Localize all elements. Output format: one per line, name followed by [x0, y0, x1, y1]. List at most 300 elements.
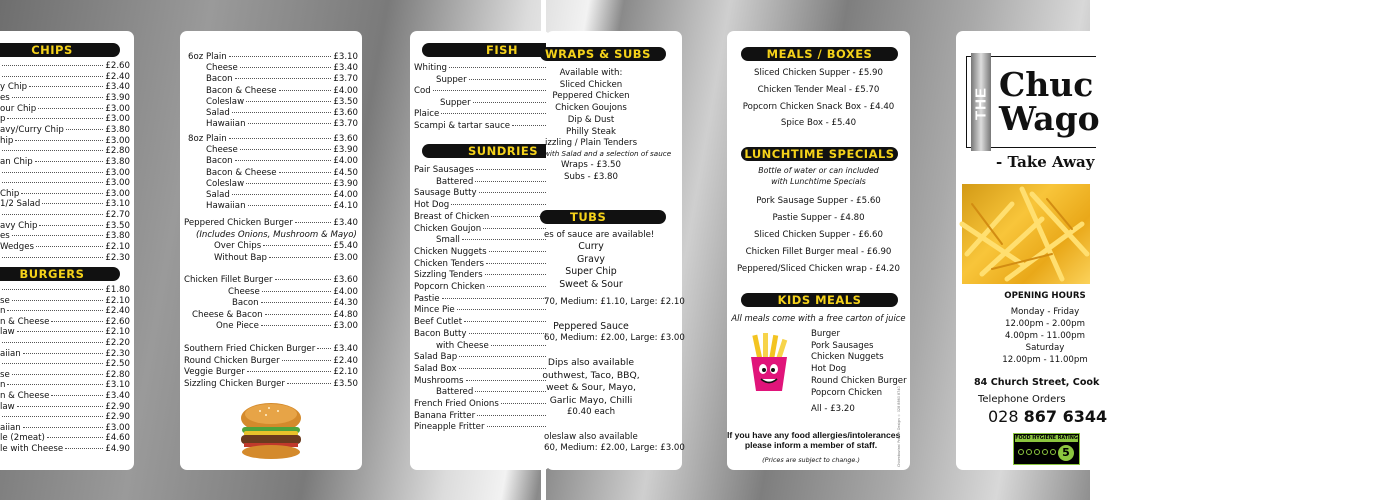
item-name: n & Cheese — [0, 316, 50, 327]
item-price: £3.00 — [105, 103, 130, 114]
hygiene-dot — [1018, 449, 1024, 455]
item-price: £2.70 — [105, 210, 130, 221]
hygiene-score: 5 — [1058, 445, 1074, 461]
menu-row — [0, 402, 130, 413]
item-price: £3.00 — [333, 321, 358, 331]
peppered-sauce: Peppered Sauce — [553, 321, 629, 332]
menu-row — [0, 296, 130, 307]
menu-row — [184, 356, 358, 367]
telephone-number — [988, 407, 1107, 426]
item-name: Chicken Fillet Burger — [184, 275, 273, 285]
menu-row — [0, 221, 130, 232]
item-name: Veggie Burger — [184, 367, 245, 377]
menu-row — [184, 218, 358, 229]
tel-label: Telephone Orders — [978, 394, 1066, 405]
dot-leader — [12, 374, 104, 375]
item-name: se — [0, 369, 10, 380]
item-price: £3.00 — [105, 114, 130, 125]
item-name: Salad Bap — [414, 352, 458, 363]
panel-burgers-detail — [180, 31, 362, 470]
dot-leader — [2, 257, 103, 258]
hours-line: Monday - Friday — [1010, 307, 1080, 317]
wraps-line: Available with: — [559, 68, 623, 78]
item-price: £3.50 — [105, 220, 130, 231]
item-price: £3.40 — [105, 82, 130, 93]
item-price: £3.40 — [333, 218, 358, 228]
item-name: Bacon — [206, 74, 233, 85]
menu-row — [0, 168, 130, 179]
item-name: Over Chips — [214, 241, 262, 251]
item-name: Cheese — [206, 63, 238, 74]
item-name: Peppered Chicken Burger — [184, 218, 293, 228]
item-price: £3.10 — [105, 380, 130, 391]
menu-row — [0, 253, 130, 264]
item-name: Chicken Tenders — [414, 258, 484, 269]
item-price: £2.30 — [105, 252, 130, 263]
dot-leader — [2, 363, 103, 364]
panel-meals-kids — [727, 31, 910, 470]
dot-leader — [29, 86, 103, 87]
lunch-item: Peppered/Sliced Chicken wrap - £4.20 — [737, 264, 900, 274]
item-price: £2.50 — [105, 359, 130, 370]
item-name: aiian — [0, 422, 21, 433]
item-price: £3.70 — [333, 119, 358, 130]
menu-row — [414, 224, 564, 235]
item-name: aiian — [0, 348, 21, 359]
item-name: n — [0, 306, 6, 317]
dot-leader — [2, 172, 103, 173]
logo-line1: Chuc — [999, 65, 1094, 104]
coleslaw-note: oleslaw also available — [544, 432, 638, 442]
dot-leader — [12, 235, 104, 236]
kids-header: KIDS MEALS — [741, 293, 898, 307]
item-price: £3.80 — [105, 231, 130, 242]
menu-row — [0, 444, 130, 455]
dips-line: outhwest, Taco, BBQ, — [542, 369, 640, 381]
item-price: £3.60 — [333, 134, 358, 144]
menu-row — [0, 412, 130, 423]
hygiene-dot — [1042, 449, 1048, 455]
item-name: Coleslaw — [206, 96, 245, 107]
hours-line: 4.00pm - 11.00pm — [1005, 331, 1085, 341]
dot-leader — [2, 416, 103, 417]
dot-leader — [39, 225, 103, 226]
hygiene-dot — [1026, 449, 1032, 455]
item-price: £2.80 — [105, 146, 130, 157]
item-price: £3.50 — [333, 96, 358, 107]
fish-header: FISH — [422, 43, 562, 57]
kids-item: Round Chicken Burger — [811, 375, 907, 386]
tubs-sauce: Curry — [578, 241, 604, 252]
item-price: £4.60 — [105, 433, 130, 444]
menu-row — [0, 136, 130, 147]
peppered-note: (Includes Onions, Mushroom & Mayo) — [196, 230, 357, 240]
allergy-note: please inform a member of staff. — [744, 440, 878, 451]
dot-leader — [246, 183, 331, 184]
dot-leader — [2, 214, 103, 215]
item-price: £5.40 — [333, 241, 358, 251]
item-name: Cheese & Bacon — [192, 309, 263, 320]
lunch-item: Pastie Supper - £4.80 — [772, 213, 865, 223]
meal-item: Sliced Chicken Supper - £5.90 — [754, 68, 883, 78]
tubs-sizes-2: 60, Medium: £2.00, Large: £3.00 — [544, 333, 685, 343]
dot-leader — [262, 291, 332, 292]
item-price: £3.00 — [105, 422, 130, 433]
dot-leader — [42, 203, 103, 204]
lunch-item: Pork Sausage Supper - £5.60 — [756, 196, 881, 206]
lunch-item: Sliced Chicken Supper - £6.60 — [754, 230, 883, 240]
item-price: £3.70 — [333, 74, 358, 85]
tubs-intro: es of sauce are available! — [544, 230, 655, 240]
kids-item: Pork Sausages — [811, 340, 874, 351]
wraps-header: WRAPS & SUBS — [540, 47, 666, 61]
menu-row — [414, 188, 564, 199]
hygiene-label: FOOD HYGIENE RATING — [1015, 436, 1078, 441]
menu-row — [206, 156, 358, 167]
dot-leader — [269, 257, 331, 258]
panel-chips-burgers — [0, 31, 134, 470]
vertical-credit: Chiombozinni Print + Design ☆ 028 8860 8740 — [897, 386, 901, 467]
menu-row — [0, 242, 130, 253]
item-price: £2.30 — [105, 348, 130, 359]
item-name: French Fried Onions — [414, 399, 499, 409]
dot-leader — [247, 371, 332, 372]
dot-leader — [47, 437, 104, 438]
item-name: Cheese — [228, 286, 260, 297]
menu-row — [0, 178, 130, 189]
menu-row — [0, 327, 130, 338]
menu-row — [0, 199, 130, 210]
dot-leader — [2, 65, 103, 66]
item-name: es — [0, 231, 10, 242]
item-price: £3.00 — [105, 188, 130, 199]
wraps-price: Subs - £3.80 — [563, 171, 618, 182]
dot-leader — [263, 245, 331, 246]
menu-row — [0, 72, 130, 83]
wraps-line: Philly Steak — [566, 126, 616, 137]
chips-photo-image — [962, 184, 1090, 284]
item-name: Bacon Butty — [414, 328, 467, 339]
item-name: Sausage Butty — [414, 188, 477, 199]
item-price: £3.50 — [333, 378, 358, 389]
burgers-header: BURGERS — [0, 267, 120, 281]
item-price: £3.80 — [105, 124, 130, 135]
kids-item: Burger — [811, 329, 840, 339]
meals-header: MEALS / BOXES — [741, 47, 898, 61]
wraps-line: Peppered Chicken — [552, 91, 630, 102]
menu-row — [206, 179, 358, 190]
item-name: Plaice — [414, 109, 440, 119]
menu-row — [414, 422, 564, 433]
tel-number: 867 6344 — [1023, 407, 1108, 426]
item-price: £2.90 — [105, 401, 130, 412]
item-name: law — [0, 401, 15, 412]
item-price: £3.90 — [333, 178, 358, 189]
item-name: Salad Box — [414, 363, 457, 374]
dips-line: Garlic Mayo, Chilli — [549, 394, 633, 406]
item-name: Hot Dog — [414, 200, 450, 211]
menu-row — [214, 253, 358, 264]
menu-row — [0, 433, 130, 444]
item-name: Popcorn Chicken — [414, 282, 486, 292]
item-name: Banana Fritter — [414, 410, 476, 421]
item-price: £3.90 — [105, 92, 130, 103]
item-price: £1.80 — [105, 285, 130, 295]
item-name: Chicken Goujon — [414, 223, 482, 234]
wraps-line: izzling / Plain Tenders — [544, 138, 638, 149]
panel-cover — [956, 31, 1108, 470]
item-price: £3.40 — [333, 344, 358, 354]
meal-item: Popcorn Chicken Snack Box - £4.40 — [742, 101, 895, 112]
menu-row — [0, 210, 130, 221]
item-name: an Chip — [0, 156, 33, 167]
chips-photo — [962, 184, 1090, 284]
item-name: Sizzling Tenders — [414, 270, 483, 281]
menu-row — [0, 391, 130, 402]
item-price: £2.80 — [105, 369, 130, 380]
item-name: Mushrooms — [414, 375, 464, 386]
menu-row — [0, 231, 130, 242]
menu-row — [206, 63, 358, 74]
menu-row — [206, 86, 358, 97]
item-name: Without Bap — [214, 252, 267, 263]
dot-leader — [282, 360, 332, 361]
dot-leader — [229, 138, 332, 139]
kids-note: All meals come with a free carton of juice — [731, 313, 906, 323]
burger-image — [238, 402, 304, 460]
hygiene-scale — [1015, 442, 1078, 464]
item-price: £4.00 — [333, 85, 358, 96]
dot-leader — [51, 395, 103, 396]
dot-leader — [12, 300, 104, 301]
menu-row — [0, 349, 130, 360]
item-price: £2.40 — [105, 71, 130, 82]
tubs-sizes-1: 70, Medium: £1.10, Large: £2.10 — [544, 297, 685, 307]
tubs-sauce: Gravy — [577, 253, 605, 265]
item-price: £2.10 — [333, 367, 358, 377]
menu-row — [216, 321, 358, 332]
dot-leader — [17, 406, 104, 407]
dot-leader — [235, 78, 332, 79]
dot-leader — [287, 383, 331, 384]
item-name: n — [0, 380, 6, 391]
dot-leader — [36, 246, 103, 247]
item-name: Pair Sausages — [414, 165, 474, 175]
address: 84 Church Street, Cook — [974, 377, 1100, 388]
logo — [966, 56, 1100, 148]
menu-row — [192, 310, 358, 321]
dot-leader — [23, 427, 104, 428]
wraps-note: with Salad and a selection of sauce — [544, 149, 672, 158]
tel-prefix: 028 — [988, 407, 1019, 426]
kids-item: Popcorn Chicken — [811, 387, 883, 398]
allergy-note: If you have any food allergies/intolerances — [727, 430, 901, 440]
item-name: se — [0, 295, 10, 306]
hours-line: 12.00pm - 2.00pm — [1005, 319, 1085, 329]
item-name: Whiting — [414, 63, 447, 73]
dot-leader — [35, 161, 104, 162]
lunch-header: LUNCHTIME SPECIALS — [741, 147, 898, 161]
menu-row — [0, 93, 130, 104]
item-name: Bacon & Cheese — [206, 167, 277, 178]
lunch-item: Chicken Fillet Burger meal - £6.90 — [745, 247, 892, 257]
takeaway-text: - Take Away — [996, 153, 1095, 171]
dot-leader — [232, 194, 332, 195]
menu-row — [0, 370, 130, 381]
item-name: hip — [0, 135, 14, 146]
menu-row — [0, 82, 130, 93]
item-name: Bacon — [232, 298, 259, 308]
kids-item: Hot Dog — [811, 364, 847, 375]
menu-row — [0, 423, 130, 434]
item-price: £3.90 — [333, 145, 358, 156]
dot-leader — [38, 108, 103, 109]
menu-row — [0, 317, 130, 328]
wraps-line: Chicken Goujons — [555, 103, 627, 114]
item-name: Breast of Chicken — [414, 211, 490, 222]
dot-leader — [12, 97, 104, 98]
label-8oz: 8oz — [188, 134, 204, 144]
item-price: £2.10 — [105, 242, 130, 253]
dot-leader — [2, 150, 103, 151]
item-name: Plain — [206, 134, 227, 144]
dips-price: £0.40 each — [566, 407, 616, 417]
item-price: £4.90 — [105, 444, 130, 454]
item-name: Chicken Nuggets — [414, 246, 487, 257]
menu-row — [184, 379, 358, 390]
hours-title: OPENING HOURS — [1004, 291, 1086, 301]
wraps-line: Dip & Dust — [567, 114, 615, 125]
menu-row — [414, 305, 564, 316]
item-name: Chip — [0, 188, 20, 199]
item-name: avy/Curry Chip — [0, 124, 64, 135]
chips-header: CHIPS — [0, 43, 120, 57]
dot-leader — [317, 348, 331, 349]
item-price: £3.80 — [105, 156, 130, 167]
menu-row — [206, 168, 358, 179]
dot-leader — [229, 56, 332, 57]
item-name: Hawaiian — [206, 201, 246, 212]
menu-row — [228, 287, 358, 298]
item-name: Small — [436, 235, 460, 246]
item-name: Southern Fried Chicken Burger — [184, 344, 316, 354]
item-price: £3.60 — [333, 275, 358, 285]
item-name: p — [0, 114, 6, 125]
menu-row — [0, 104, 130, 115]
item-price: £4.80 — [333, 309, 358, 320]
dot-leader — [17, 331, 104, 332]
item-price: £2.60 — [105, 61, 130, 71]
item-price: £4.00 — [333, 190, 358, 200]
tubs-header: TUBS — [540, 210, 666, 224]
item-name: law — [0, 327, 15, 338]
item-price: £4.00 — [333, 156, 358, 167]
menu-row — [206, 74, 358, 85]
hours-line: Saturday — [1025, 343, 1065, 353]
item-price: £2.10 — [105, 295, 130, 306]
item-price: £3.40 — [333, 63, 358, 74]
item-name: our Chip — [0, 103, 37, 114]
item-price: £3.10 — [333, 52, 358, 62]
hygiene-dot — [1034, 449, 1040, 455]
item-name: Hawaiian — [206, 119, 246, 130]
dot-leader — [261, 302, 332, 303]
item-name: Scampi & tartar sauce — [414, 120, 511, 131]
item-price: £3.60 — [333, 108, 358, 118]
dot-leader — [240, 67, 332, 68]
menu-row — [0, 61, 130, 72]
item-name: Mince Pie — [414, 305, 455, 316]
item-price: £2.20 — [105, 338, 130, 348]
item-name: Supper — [440, 97, 471, 108]
item-name: Cheese — [206, 145, 238, 156]
fries-mascot-image — [741, 333, 797, 395]
item-name: n & Cheese — [0, 391, 50, 401]
lunch-note: with Lunchtime Specials — [771, 177, 866, 186]
item-name: Coleslaw — [206, 178, 245, 189]
wraps-line: Sliced Chicken — [559, 79, 623, 90]
menu-row — [0, 125, 130, 136]
item-name: Salad — [206, 190, 230, 200]
item-price: £2.40 — [105, 306, 130, 317]
menu-row — [0, 338, 130, 349]
dot-leader — [7, 384, 103, 385]
tubs-sauce: Super Chip — [565, 266, 617, 278]
item-name: Cod — [414, 86, 431, 96]
menu-row — [206, 201, 358, 212]
item-name: Pastie — [414, 293, 440, 304]
item-price: £2.90 — [105, 412, 130, 423]
dot-leader — [23, 353, 104, 354]
item-price: £2.40 — [333, 355, 358, 366]
item-price: £3.10 — [105, 199, 130, 210]
menu-row — [414, 294, 564, 305]
item-price: £3.00 — [105, 178, 130, 189]
menu-row — [206, 119, 358, 130]
menu-row — [206, 97, 358, 108]
item-price: £2.60 — [105, 316, 130, 327]
dot-leader — [261, 325, 331, 326]
menu-row — [206, 52, 358, 63]
menu-row — [0, 114, 130, 125]
hygiene-dots — [1018, 449, 1056, 455]
menu-row — [232, 298, 358, 309]
item-name: 1/2 Salad — [0, 199, 41, 210]
dot-leader — [295, 222, 332, 223]
item-name: Supper — [436, 74, 467, 85]
item-name: Bacon — [206, 156, 233, 167]
item-price: £4.30 — [333, 298, 358, 308]
menu-row — [206, 134, 358, 145]
logo-line2: Wago — [999, 99, 1100, 138]
item-price: £2.10 — [105, 327, 130, 338]
dot-leader — [248, 205, 332, 206]
tubs-sizes-3: 60, Medium: £2.00, Large: £3.00 — [544, 443, 685, 453]
item-price: £3.00 — [105, 135, 130, 146]
item-price: £4.50 — [333, 167, 358, 178]
dot-leader — [2, 182, 103, 183]
item-price: £3.00 — [333, 252, 358, 263]
meal-item: Chicken Tender Meal - £5.70 — [757, 84, 880, 95]
kids-price: All - £3.20 — [811, 404, 855, 414]
item-name: Battered — [436, 176, 474, 187]
menu-row — [206, 108, 358, 119]
dips-line: weet & Sour, Mayo, — [546, 382, 636, 393]
dot-leader — [265, 314, 332, 315]
menu-row — [184, 367, 358, 378]
dot-leader — [7, 118, 103, 119]
item-name: le with Cheese — [0, 444, 64, 454]
